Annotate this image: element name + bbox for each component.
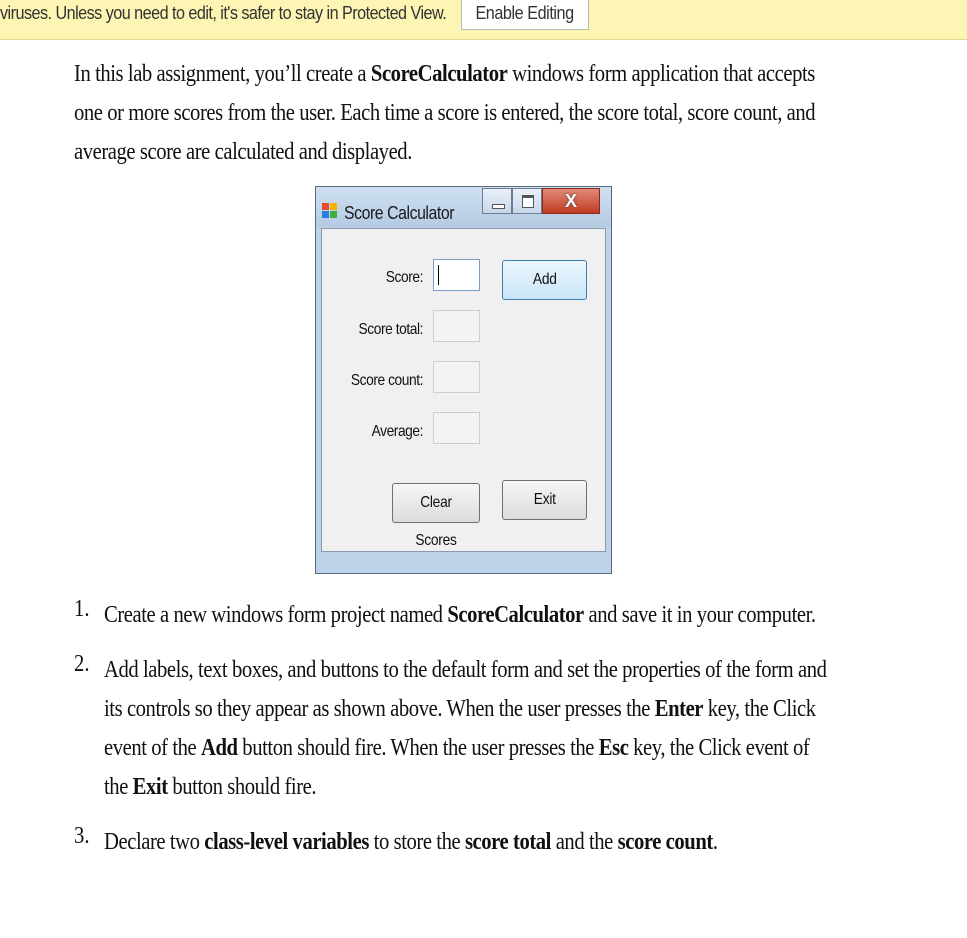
score-input[interactable] xyxy=(433,259,480,291)
form-client-area xyxy=(321,228,606,552)
score-total-label: Score total: xyxy=(358,321,423,338)
intro-paragraph xyxy=(74,55,815,172)
window-titlebar xyxy=(316,187,611,227)
average-label: Average: xyxy=(371,423,423,440)
maximize-icon xyxy=(522,195,534,208)
step-3-text: Declare two class-level variables to store the score total and the score count. xyxy=(104,829,718,855)
step-2-number: 2. xyxy=(74,651,90,677)
step-3-number: 3. xyxy=(74,823,90,849)
minimize-icon xyxy=(492,204,505,209)
minimize-button[interactable] xyxy=(482,188,512,214)
add-button[interactable]: Add xyxy=(502,260,587,300)
step-1-text: Create a new windows form project named ScoreCalculator and save it in your computer. xyxy=(104,602,816,628)
maximize-button[interactable] xyxy=(512,188,542,214)
clear-scores-button[interactable]: Clear Scores xyxy=(392,483,480,523)
score-label: Score: xyxy=(385,269,423,286)
score-count-label: Score count: xyxy=(350,372,423,389)
score-total-field xyxy=(433,310,480,342)
intro-line-3: average score are calculated and displayed. xyxy=(74,139,412,165)
step-2-text: Add labels, text boxes, and buttons to the default form and set the properties of the form and its controls so they appear as shown above. When the user presses the Enter key, the Click event of the Add button should fire. When the user presses the Esc key, the Click event of the Exit button should fire. xyxy=(104,657,827,800)
window-title: Score Calculator xyxy=(344,203,455,223)
close-button[interactable] xyxy=(542,188,600,214)
protected-view-message: viruses. Unless you need to edit, it's safer to stay in Protected View. xyxy=(0,3,447,23)
exit-button[interactable]: Exit xyxy=(502,480,587,520)
enable-editing-button[interactable]: Enable Editing xyxy=(461,0,589,30)
close-icon: X xyxy=(564,191,577,211)
protected-view-bar xyxy=(0,0,967,40)
step-1-number: 1. xyxy=(74,596,90,622)
score-calculator-window xyxy=(315,186,612,574)
intro-line-1: In this lab assignment, you’ll create a ScoreCalculator windows form application that accepts xyxy=(74,61,815,87)
intro-line-2: one or more scores from the user. Each time a score is entered, the score total, score count, and xyxy=(74,100,816,126)
average-field xyxy=(433,412,480,444)
app-icon xyxy=(322,203,338,219)
score-count-field xyxy=(433,361,480,393)
text-caret xyxy=(438,265,439,285)
